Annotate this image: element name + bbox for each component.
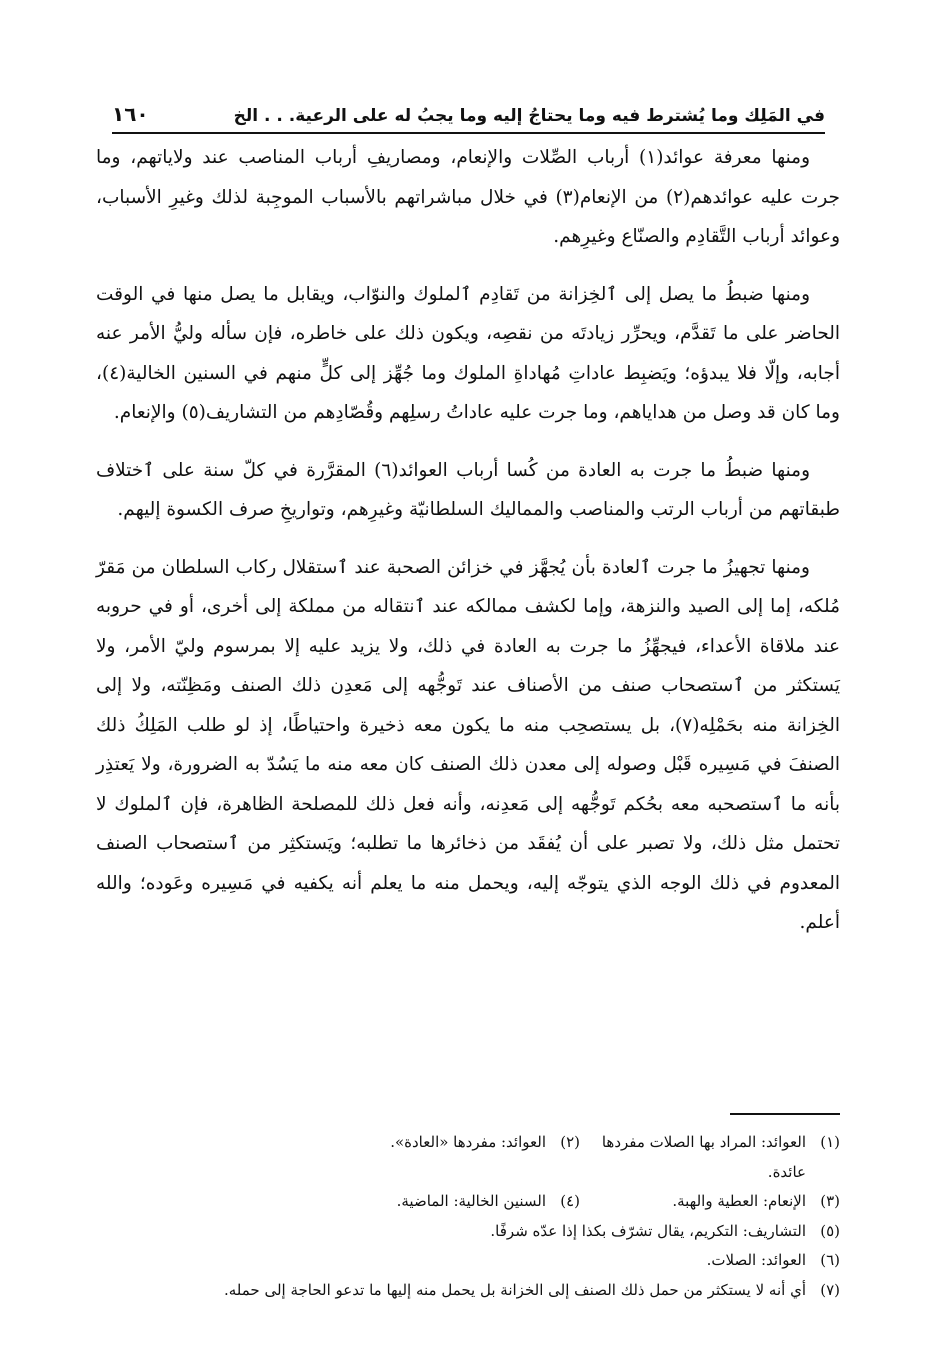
- paragraph-3: ومنها ضبطُ ما جرت به العادة من كُسا أرباب العوائد(٦) المقرَّرة في كلّ سنة على ٱختلاف طبقاتهم من أرباب الرتب والمناصب والمماليك السلطانيّة وغيرِهم، وتواريخِ صرف الكسوة إليهم.: [96, 459, 840, 520]
- footnote-number: (٥): [820, 1221, 840, 1240]
- footnote-6: [707, 1246, 840, 1276]
- footnote-text: الإنعام: العطية والهبة.: [672, 1192, 806, 1210]
- paragraph-4: ومنها تجهيزُ ما جرت ٱلعادة بأن يُجهَّز في خزائن الصحبة عند ٱستقلال ركاب السلطان من مَقرّ مُلكه، إما إلى الصيد والنزهة، وإما لكشف ممالكه عند ٱنتقاله من مملكة إلى أخرى، أو في حروبه عند ملاقاة الأعداء، فيجهِّزُ ما جرت به العادة في ذلك، ولا يزيد عليه إلا بمرسوم وليّ الأمر، ولا يَستكثر من ٱستصحاب صنف من الأصناف عند تَوجُّهه إلى مَعدِن ذلك الصنف ومَظِنّته، ولا إلى الخِزانة منه بحَمْلِه(٧)، بل يستصحِب منه ما يكون معه ذخيرة واحتياطًا، إذ لو طلب المَلِكُ ذلك الصنفَ في مَسِيره قَبْل وصوله إلى معدن ذلك الصنف كان معه منه ما يَسُدّ به الضرورة، ولا يَعتذِر بأنه ما ٱستصحبه معه بحُكم تَوجُّهه إلى مَعدِنه، وأنه فعل ذلك للمصلحة الظاهرة، فإن ٱلملوك لا تحتمل مثل ذلك، ولا تصبر على أن يُفقَد من ذخائرها ما تطلبه؛ ويَستكثِر من ٱستصحاب الصنف المعدوم في ذلك الوجه الذي يتوجّه إليه، ويحمل منه ما يعلم أنه يكفيه في مَسِيره وعَوده؛ والله أعلم.: [96, 556, 841, 933]
- footnote-text: العوائد: الصلات.: [706, 1251, 806, 1269]
- footnote-5: [490, 1217, 840, 1247]
- footnote-line-2: [100, 1187, 840, 1217]
- footnote-number: (٤): [560, 1192, 580, 1210]
- footnote-line-1: [100, 1128, 840, 1187]
- footnote-line-4: [100, 1246, 840, 1276]
- footnote-text: العوائد: مفردها «العادة».: [390, 1133, 546, 1151]
- footnote-number: (١): [820, 1133, 840, 1151]
- footnote-text: التشاريف: التكريم، يقال تشرّف بكذا إذا عدّه شرفًا.: [490, 1221, 806, 1240]
- footnote-1: [580, 1128, 840, 1187]
- footnote-3: [580, 1187, 840, 1217]
- paragraph-2: ومنها ضبطُ ما يصل إلى ٱلخِزانة من تَقادِم ٱلملوك والنوّاب، ويقابل ما يصل منها في الوقت الحاضر على ما تَقدَّم، ويحرِّر زيادتَه من نقصِه، ويكون ذلك على خاطره، فإن سأله وليُّ الأمر عنه أجابه، وإلّا فلا يبدؤه؛ ويَضبِط عاداتِ مُهاداةِ الملوك وما جُهِّز إلى كلٍّ منهم في السنين الخالية(٤)، وما كان قد وصل من هداياهم، وما جرت عليه عاداتُ رسلِهم وقُصّادِهم من التشاريف(٥) والإنعام.: [96, 283, 840, 423]
- footnote-text: السنين الخالية: الماضية.: [396, 1192, 546, 1210]
- footnote-number: (٧): [820, 1280, 840, 1299]
- footnote-4: [397, 1187, 580, 1217]
- footnote-7: [224, 1276, 840, 1306]
- footnote-text: أي أنه لا يستكثر من حمل ذلك الصنف إلى الخزانة بل يحمل منه إليها ما تدعو الحاجة إلى حمله.: [223, 1280, 806, 1299]
- page-number: ١٦٠: [112, 102, 149, 126]
- paragraph-1: ومنها معرفة عوائد(١) أرباب الصِّلات والإنعام، ومصاريفِ أرباب المناصب عند ولاياتهم، وما جرت عليه عوائدهم(٢) من الإنعام(٣) في خلال مباشراتهم بالأسباب الموجِبة لذلك وغيرِ الأسباب، وعوائد أرباب التَّقادِم والصنّاع وغيرِهم.: [96, 147, 840, 247]
- footnote-line-3: [100, 1217, 840, 1247]
- footnote-line-5: [100, 1276, 840, 1306]
- footnotes: [100, 1128, 840, 1305]
- footnote-number: (٣): [820, 1192, 840, 1210]
- footnote-separator: [730, 1113, 840, 1115]
- footnote-number: (٦): [820, 1251, 840, 1269]
- footnote-2: [390, 1128, 580, 1158]
- running-title: في المَلِك وما يُشترط فيه وما يحتاجُ إليه وما يجبُ له على الرعية. . . الخ: [233, 106, 825, 126]
- running-header: [112, 88, 825, 134]
- main-text: [96, 138, 840, 943]
- footnote-text: العوائد: المراد بها الصلات مفردها عائدة.: [601, 1133, 806, 1181]
- footnote-number: (٢): [560, 1133, 580, 1151]
